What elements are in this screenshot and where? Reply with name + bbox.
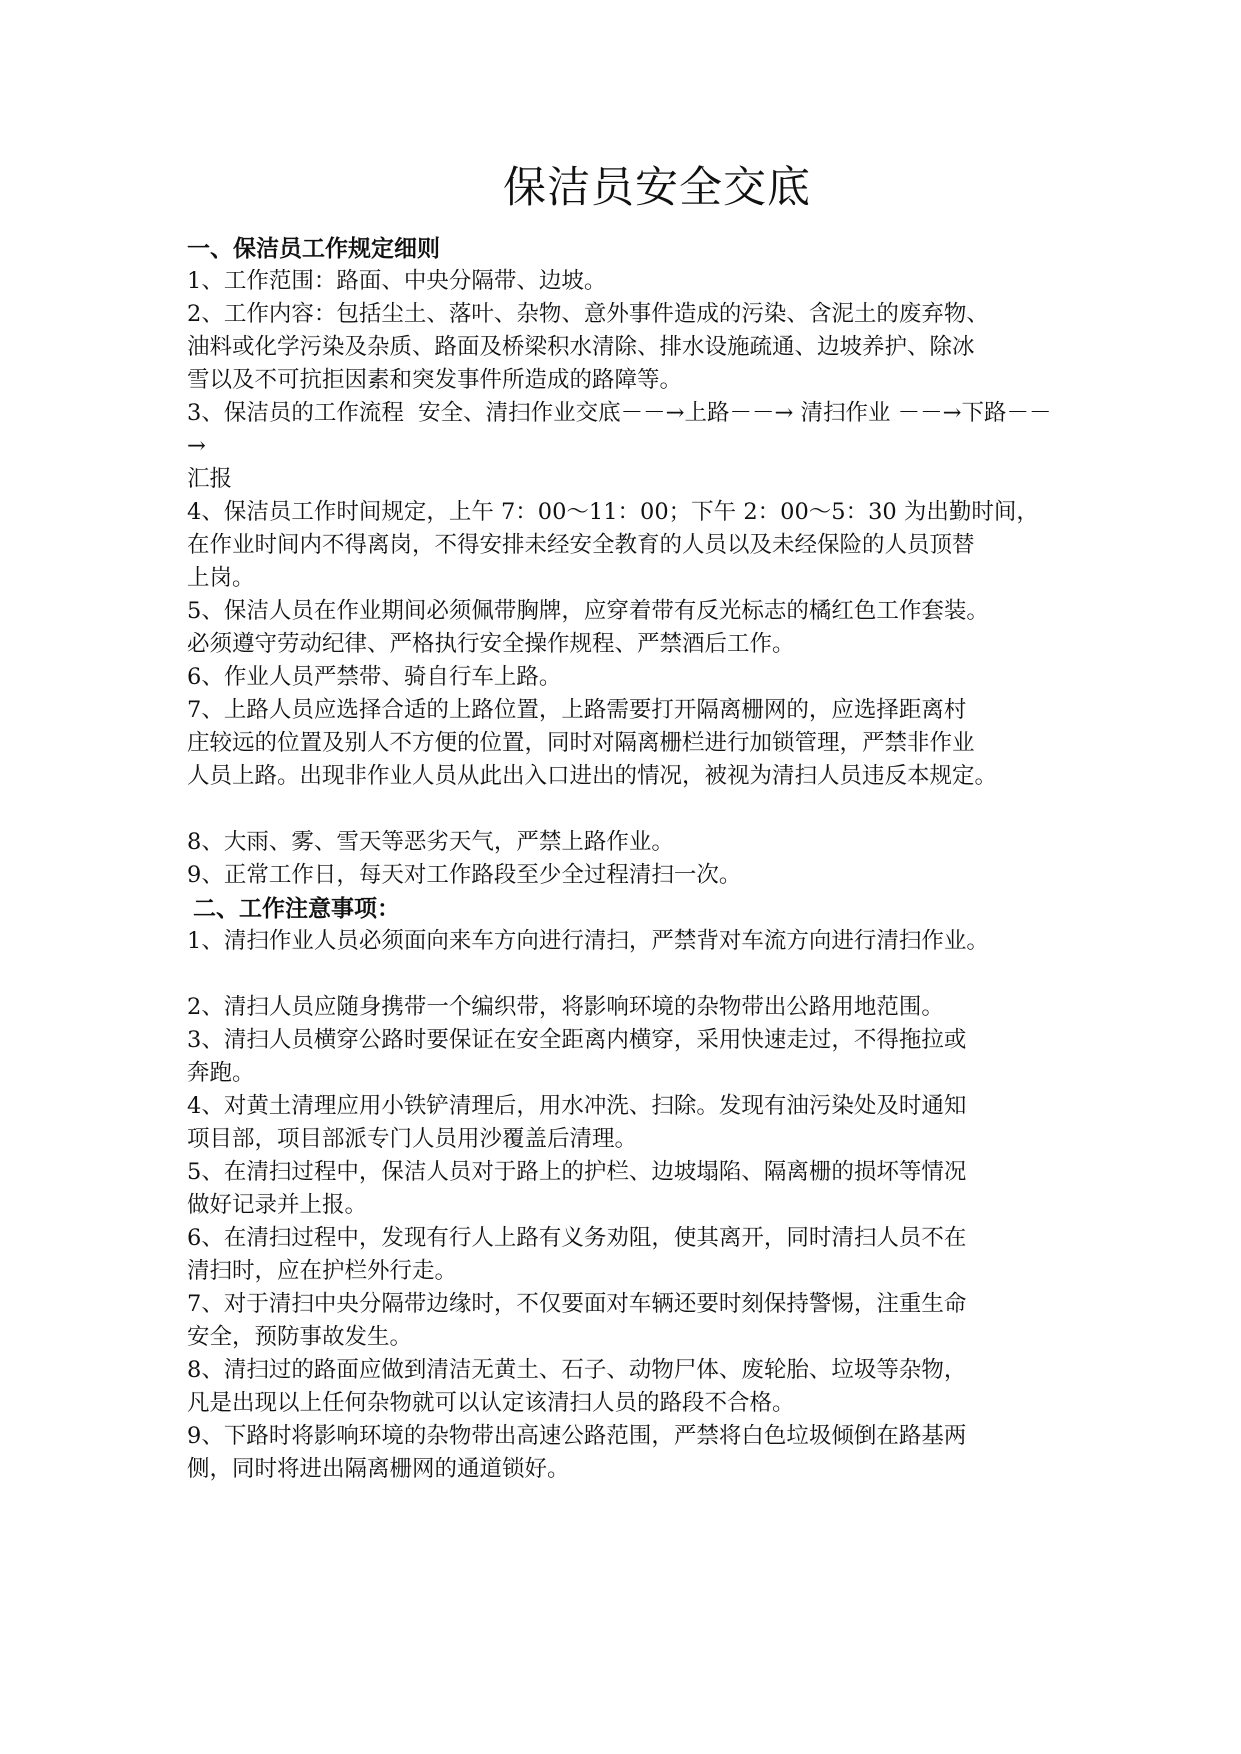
section-2-item-1: 1、清扫作业人员必须面向来车方向进行清扫，严禁背对车流方向进行清扫作业。 bbox=[187, 928, 989, 954]
section-1-item-7: 7、上路人员应选择合适的上路位置，上路需要打开隔离栅网的，应选择距离村 庄较远的位置及别人不方便的位置，同时对隔离栅栏进行加锁管理，严禁非作业 人员上路。出现非作业人员从此出入口进出的情况，被视为清扫人员违反本规定。 bbox=[187, 697, 998, 789]
section-1-item-8: 8、大雨、雾、雪天等恶劣天气，严禁上路作业。 bbox=[187, 829, 674, 855]
section-1-item-3: 3、保洁员的工作流程 安全、清扫作业交底－－→上路－－→ 清扫作业 －－→下路－－→ 汇报 bbox=[187, 400, 1052, 492]
paragraph-spacer bbox=[187, 793, 1067, 826]
section-1-heading: 一、保洁员工作规定细则 bbox=[187, 235, 440, 262]
section-2-item-2: 2、清扫人员应随身携带一个编织带，将影响环境的杂物带出公路用地范围。 bbox=[187, 994, 944, 1020]
section-1-item-5: 5、保洁人员在作业期间必须佩带胸牌，应穿着带有反光标志的橘红色工作套装。 必须遵守劳动纪律、严格执行安全操作规程、严禁酒后工作。 bbox=[187, 598, 989, 657]
paragraph-spacer bbox=[187, 958, 1067, 991]
section-2-item-5: 5、在清扫过程中，保洁人员对于路上的护栏、边坡塌陷、隔离栅的损坏等情况 做好记录并上报。 bbox=[187, 1159, 967, 1218]
section-1-item-9: 9、正常工作日，每天对工作路段至少全过程清扫一次。 bbox=[187, 862, 742, 888]
section-2-item-8: 8、清扫过的路面应做到清洁无黄土、石子、动物尸体、废轮胎、垃圾等杂物， 凡是出现以上任何杂物就可以认定该清扫人员的路段不合格。 bbox=[187, 1357, 967, 1416]
section-1-item-2: 2、工作内容：包括尘土、落叶、杂物、意外事件造成的污染、含泥土的废弃物、 油料或化学污染及杂质、路面及桥梁积水清除、排水设施疏通、边坡养护、除冰 雪以及不可抗拒因素和突发事件所造成的路障等。 bbox=[187, 301, 989, 393]
document-title: 保洁员安全交底 bbox=[503, 163, 811, 213]
section-1-item-4: 4、保洁员工作时间规定，上午 7：00～11：00；下午 2：00～5：30 为出勤时间， 在作业时间内不得离岗，不得安排未经安全教育的人员以及未经保险的人员顶替 上岗。 bbox=[187, 499, 1039, 591]
section-2-item-4: 4、对黄土清理应用小铁铲清理后，用水冲洗、扫除。发现有油污染处及时通知 项目部，项目部派专门人员用沙覆盖后清理。 bbox=[187, 1093, 967, 1152]
section-2-item-7: 7、对于清扫中央分隔带边缘时，不仅要面对车辆还要时刻保持警惕，注重生命 安全，预防事故发生。 bbox=[187, 1291, 967, 1350]
section-2-heading: 二、工作注意事项： bbox=[193, 895, 400, 922]
section-1-item-1: 1、工作范围：路面、中央分隔带、边坡。 bbox=[187, 268, 607, 294]
document-page bbox=[187, 160, 1067, 1486]
section-2-item-6: 6、在清扫过程中，发现有行人上路有义务劝阻，使其离开，同时清扫人员不在 清扫时，应在护栏外行走。 bbox=[187, 1225, 967, 1284]
section-2-item-3: 3、清扫人员横穿公路时要保证在安全距离内横穿，采用快速走过，不得拖拉或 奔跑。 bbox=[187, 1027, 967, 1086]
section-1-item-6: 6、作业人员严禁带、骑自行车上路。 bbox=[187, 664, 562, 690]
section-2-item-9: 9、下路时将影响环境的杂物带出高速公路范围，严禁将白色垃圾倾倒在路基两 侧，同时将进出隔离栅网的通道锁好。 bbox=[187, 1423, 967, 1482]
